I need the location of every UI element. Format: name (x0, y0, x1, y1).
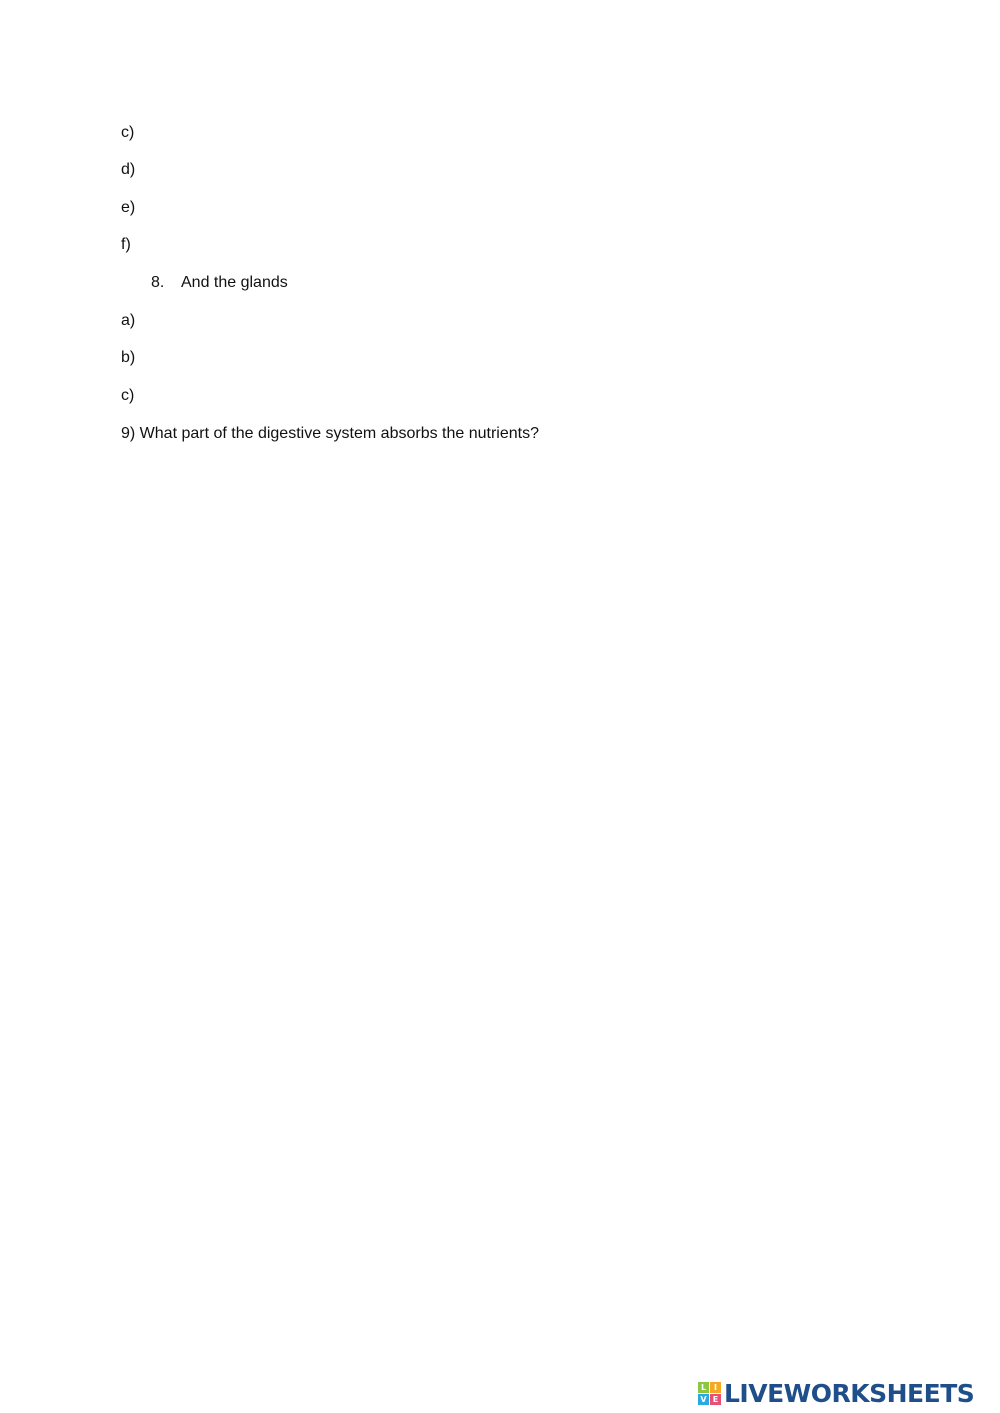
answer-field-c[interactable] (145, 122, 549, 146)
question-8 (151, 273, 288, 293)
logo-text: LIVEWORKSHEETS (724, 1378, 975, 1408)
answer-field-f[interactable] (145, 234, 549, 258)
answer-label-f (121, 235, 131, 255)
list-marker: e) (121, 199, 136, 216)
answer-label-e (121, 198, 135, 218)
logo-squares-icon (698, 1382, 721, 1405)
list-marker: d) (121, 161, 136, 178)
logo-square: E (710, 1394, 721, 1405)
answer-label-b (121, 348, 135, 368)
answer-label-d (121, 160, 135, 180)
answer-field-c2[interactable] (145, 385, 549, 409)
list-marker: b) (121, 349, 136, 366)
liveworksheets-logo (698, 1378, 974, 1408)
answer-field-b[interactable] (145, 347, 549, 371)
answer-field-d[interactable] (145, 159, 549, 183)
question-text: 9) What part of the digestive system absorbs the nutrients? (121, 425, 539, 442)
answer-label-c2 (121, 386, 134, 406)
list-marker: c) (121, 124, 135, 141)
answer-field-a[interactable] (145, 310, 549, 334)
logo-square: V (698, 1394, 709, 1405)
answer-field-e[interactable] (145, 197, 549, 221)
list-marker: a) (121, 312, 136, 329)
answer-field-9[interactable] (121, 450, 625, 474)
list-marker: c) (121, 387, 135, 404)
question-number: 8. (151, 274, 165, 291)
logo-square: I (710, 1382, 721, 1393)
answer-label-a (121, 311, 135, 331)
answer-label-c (121, 123, 134, 143)
question-text: And the glands (181, 274, 288, 291)
logo-square: L (698, 1382, 709, 1393)
question-9 (121, 424, 539, 444)
list-marker: f) (121, 236, 131, 253)
